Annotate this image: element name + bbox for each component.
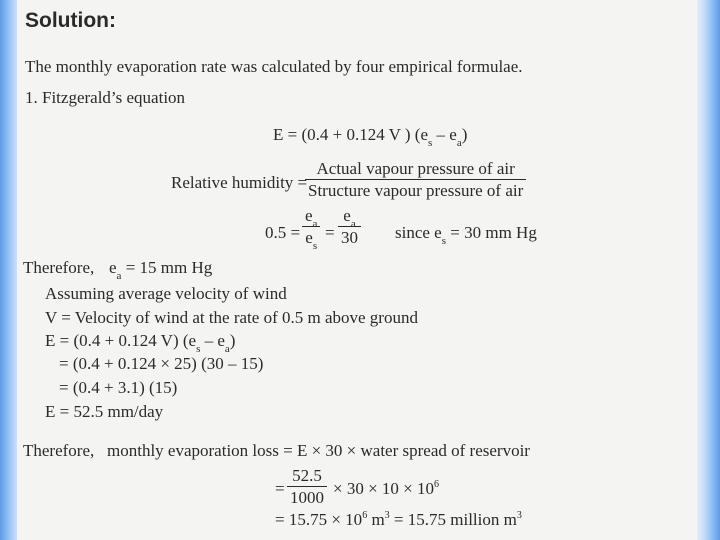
- superscript: 6: [362, 510, 368, 521]
- equation-lhs: E = (0.4 + 0.124 V) (e: [45, 331, 197, 350]
- fraction-denominator: 30: [341, 228, 358, 247]
- subscript: s: [196, 343, 201, 355]
- fraction-denominator: Structure vapour pressure of air: [308, 181, 524, 200]
- loss-multiplication: [333, 480, 439, 497]
- equation-substitution: [45, 331, 236, 355]
- since-value: = 30 mm Hg: [446, 223, 537, 242]
- symbol-e: e: [305, 228, 313, 247]
- unit-m: m: [367, 510, 385, 529]
- symbol-e: e: [343, 206, 351, 225]
- equation-step-2: = (0.4 + 3.1) (15): [59, 378, 178, 397]
- symbol-e: e: [305, 206, 313, 225]
- loss-value: = 15.75 × 10: [275, 510, 363, 529]
- document-page: [17, 0, 697, 540]
- equation-close: ): [461, 125, 468, 144]
- equation-minus: – e: [432, 125, 457, 144]
- fraction-denominator: [302, 227, 320, 252]
- symbol-e: e: [109, 258, 117, 277]
- since-clause: [395, 223, 537, 247]
- superscript: 3: [516, 510, 522, 521]
- equation-lhs: E = (0.4 + 0.124 V ) (e: [273, 125, 429, 144]
- ea-value: = 15 mm Hg: [121, 258, 213, 277]
- relative-humidity-fraction: [305, 160, 526, 199]
- superscript: 3: [384, 510, 390, 521]
- intro-text: The monthly evaporation rate was calculated by four empirical formulae.: [25, 57, 523, 76]
- therefore-label: Therefore,: [23, 258, 95, 277]
- subscript: s: [441, 235, 447, 247]
- superscript: 6: [434, 479, 440, 490]
- subscript: a: [224, 343, 230, 355]
- loss-value-million: = 15.75 million m: [389, 510, 517, 529]
- therefore-label-2: Therefore,: [23, 441, 95, 460]
- relative-humidity-label: Relative humidity =: [171, 173, 308, 192]
- fraction-ea-over-es: [302, 206, 320, 252]
- fraction-numerator: [302, 206, 320, 230]
- equation-fitzgerald: [273, 125, 468, 149]
- fraction-ea-over-30: [338, 207, 361, 246]
- equation-close: ): [229, 331, 236, 350]
- method-heading: 1. Fitzgerald’s equation: [25, 88, 186, 107]
- subscript: a: [116, 270, 122, 282]
- loss-factors: × 30 × 10 × 10: [333, 479, 435, 498]
- subscript: a: [312, 218, 318, 230]
- equation-step-1: = (0.4 + 0.124 × 25) (30 – 15): [59, 354, 264, 373]
- subscript: a: [456, 137, 462, 149]
- loss-final-result: [275, 511, 522, 528]
- equals-sign: =: [275, 479, 285, 498]
- ea-result: [109, 258, 213, 282]
- heading: Solution:: [25, 9, 116, 32]
- fraction-numerator: [338, 206, 361, 230]
- fraction-denominator: 1000: [290, 488, 324, 507]
- monthly-loss-statement: monthly evaporation loss = E × 30 × water spread of reservoir: [107, 441, 530, 460]
- subscript: s: [312, 240, 318, 252]
- subscript: a: [350, 218, 356, 230]
- velocity-definition: V = Velocity of wind at the rate of 0.5 m above ground: [45, 308, 418, 327]
- fraction-52-5-over-1000: [287, 467, 327, 506]
- assumption-text: Assuming average velocity of wind: [45, 284, 287, 303]
- evaporation-rate-result: E = 52.5 mm/day: [45, 402, 164, 421]
- fraction-numerator: Actual vapour pressure of air: [305, 160, 526, 180]
- equals-sign: =: [325, 223, 335, 242]
- equation-minus: – e: [200, 331, 225, 350]
- since-text: since e: [395, 223, 442, 242]
- humidity-value-lhs: 0.5 =: [265, 223, 301, 242]
- subscript: s: [428, 137, 433, 149]
- fraction-numerator: 52.5: [287, 467, 327, 487]
